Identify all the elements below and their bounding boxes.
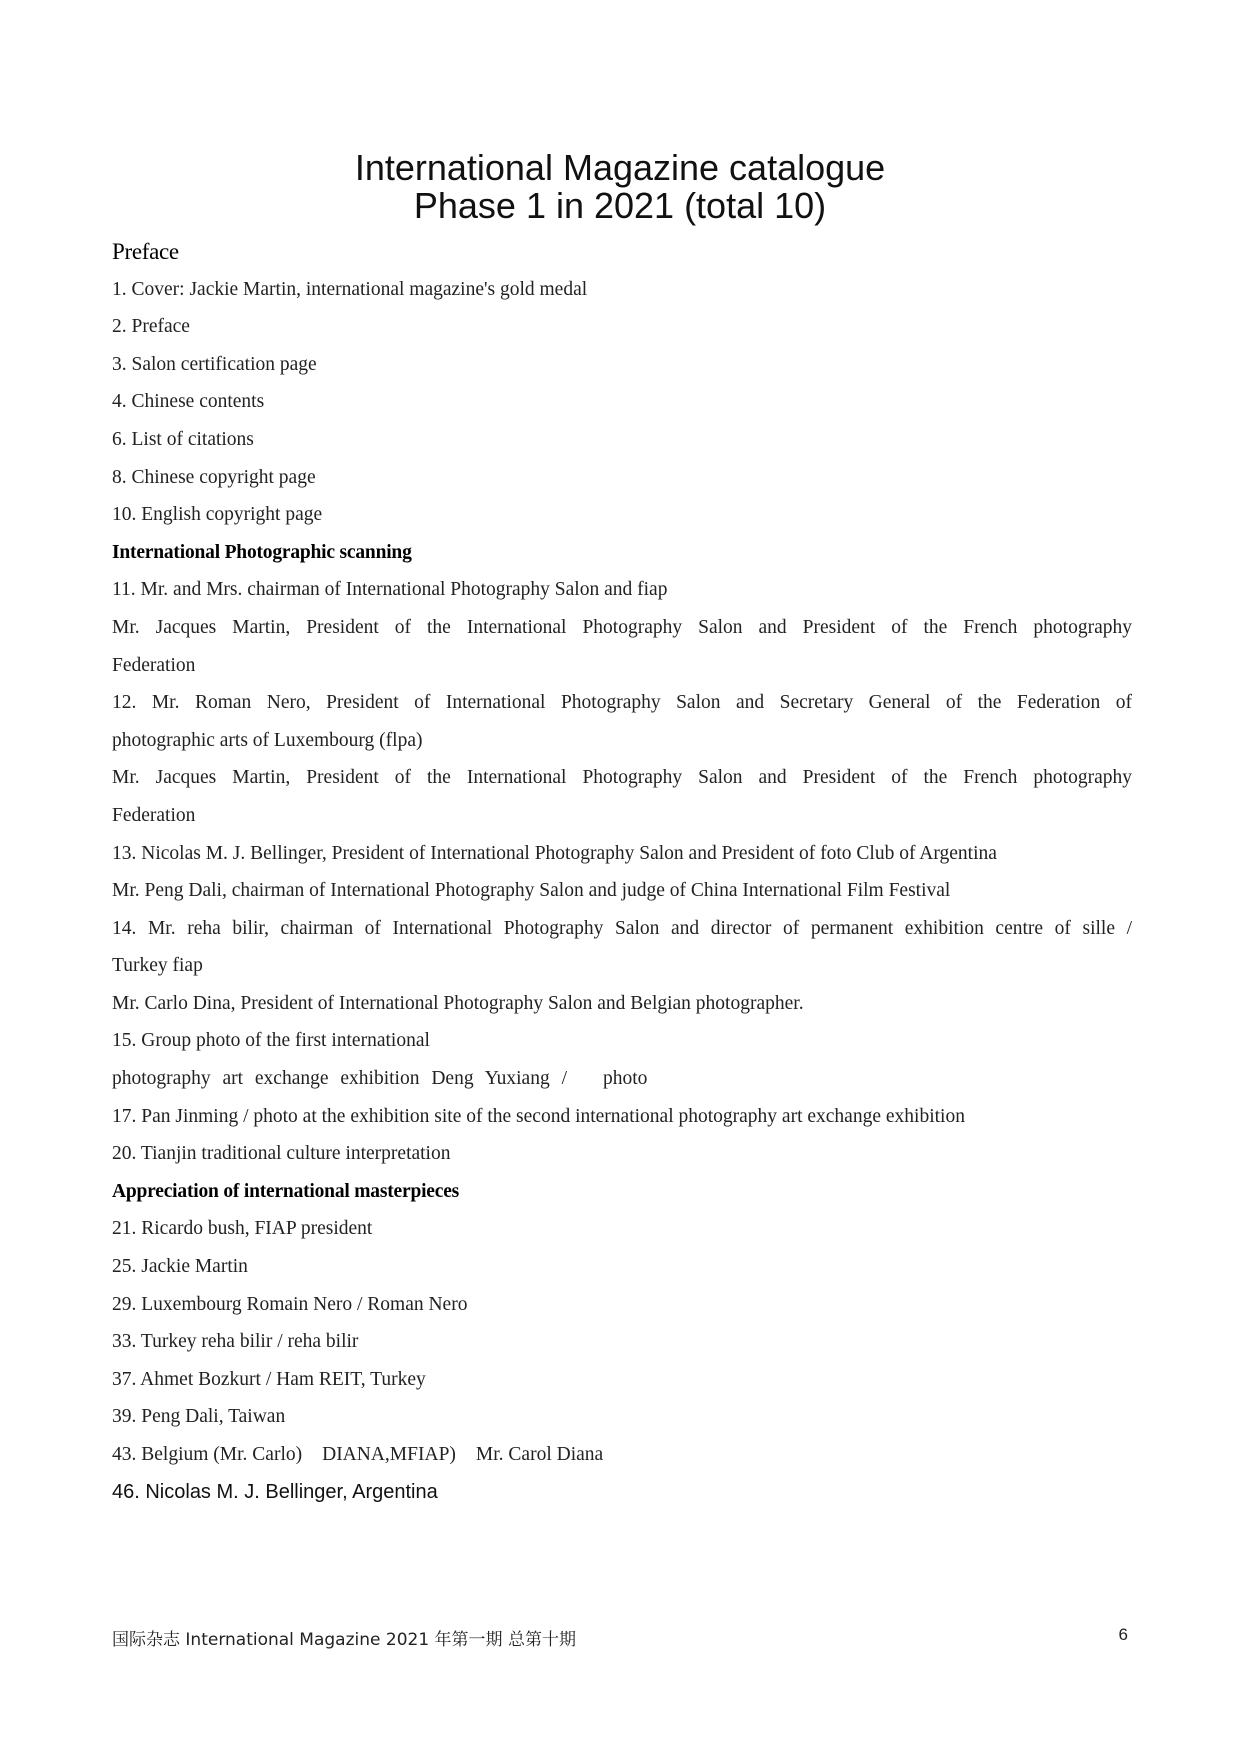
list-item: 20. Tianjin traditional culture interpretation: [112, 1143, 451, 1165]
list-item: 29. Luxembourg Romain Nero / Roman Nero: [112, 1293, 468, 1315]
list-item: Mr. Peng Dali, chairman of International Photography Salon and judge of China International Film Festival: [112, 880, 951, 902]
list-item: 37. Ahmet Bozkurt / Ham REIT, Turkey: [112, 1368, 426, 1390]
list-item: 14. Mr. reha bilir, chairman of International Photography Salon and director of permanent exhibition centre of sille /: [112, 917, 1132, 939]
list-item: 10. English copyright page: [112, 504, 323, 526]
list-item: Mr. Carlo Dina, President of International Photography Salon and Belgian photographer.: [112, 992, 804, 1014]
section-heading-scanning: International Photographic scanning: [112, 541, 412, 563]
list-item-continued: photographic arts of Luxembourg (flpa): [112, 729, 423, 751]
list-item-continued: [112, 1060, 1132, 1098]
list-item-continued: Federation: [112, 654, 196, 676]
section-heading-preface: Preface: [112, 239, 179, 264]
list-item: 12. Mr. Roman Nero, President of International Photography Salon and Secretary General of the Federation of: [112, 692, 1132, 714]
item43-name: DIANA,MFIAP): [322, 1444, 456, 1465]
item43-country: 43. Belgium (Mr. Carlo): [112, 1444, 303, 1465]
list-item: 25. Jackie Martin: [112, 1256, 248, 1278]
list-item-continued: Turkey fiap: [112, 955, 203, 977]
item43-english-name: Mr. Carol Diana: [475, 1444, 604, 1465]
list-item: 4. Chinese contents: [112, 391, 265, 413]
list-item: 15. Group photo of the first international: [112, 1030, 430, 1052]
list-item: 17. Pan Jinming / photo at the exhibition site of the second international photography art exchange exhibition: [112, 1105, 965, 1127]
item15-photo-credit: photo: [603, 1068, 648, 1090]
page-number: 6: [1118, 1625, 1128, 1644]
list-item: 2. Preface: [112, 316, 190, 338]
list-item: [112, 1436, 1132, 1474]
list-item: 3. Salon certification page: [112, 353, 317, 375]
list-item: 1. Cover: Jackie Martin, international magazine's gold medal: [112, 278, 588, 300]
section-heading-masterpieces: Appreciation of international masterpieces: [112, 1180, 460, 1202]
list-item: 46. Nicolas M. J. Bellinger, Argentina: [112, 1480, 438, 1503]
list-item: 11. Mr. and Mrs. chairman of International Photography Salon and fiap: [112, 579, 668, 601]
item15-text: photography art exchange exhibition Deng Yuxiang /: [112, 1068, 568, 1090]
list-item: 6. List of citations: [112, 428, 254, 450]
catalogue-contents: [112, 233, 1132, 1511]
list-item: 33. Turkey reha bilir / reha bilir: [112, 1331, 359, 1353]
footer-publication: 国际杂志 International Magazine 2021 年第一期 总第十期: [112, 1630, 576, 1650]
list-item: 39. Peng Dali, Taiwan: [112, 1406, 286, 1428]
page-subtitle: Phase 1 in 2021 (total 10): [413, 185, 827, 226]
list-item: 21. Ricardo bush, FIAP president: [112, 1218, 373, 1240]
list-item: 13. Nicolas M. J. Bellinger, President of International Photography Salon and President of foto Club of Argentina: [112, 842, 997, 864]
list-item: Mr. Jacques Martin, President of the International Photography Salon and President of the French photography: [112, 767, 1132, 789]
list-item: 8. Chinese copyright page: [112, 466, 316, 488]
page-title: International Magazine catalogue: [354, 147, 886, 188]
list-item-continued: Federation: [112, 804, 196, 826]
list-item: Mr. Jacques Martin, President of the International Photography Salon and President of the French photography: [112, 616, 1132, 638]
